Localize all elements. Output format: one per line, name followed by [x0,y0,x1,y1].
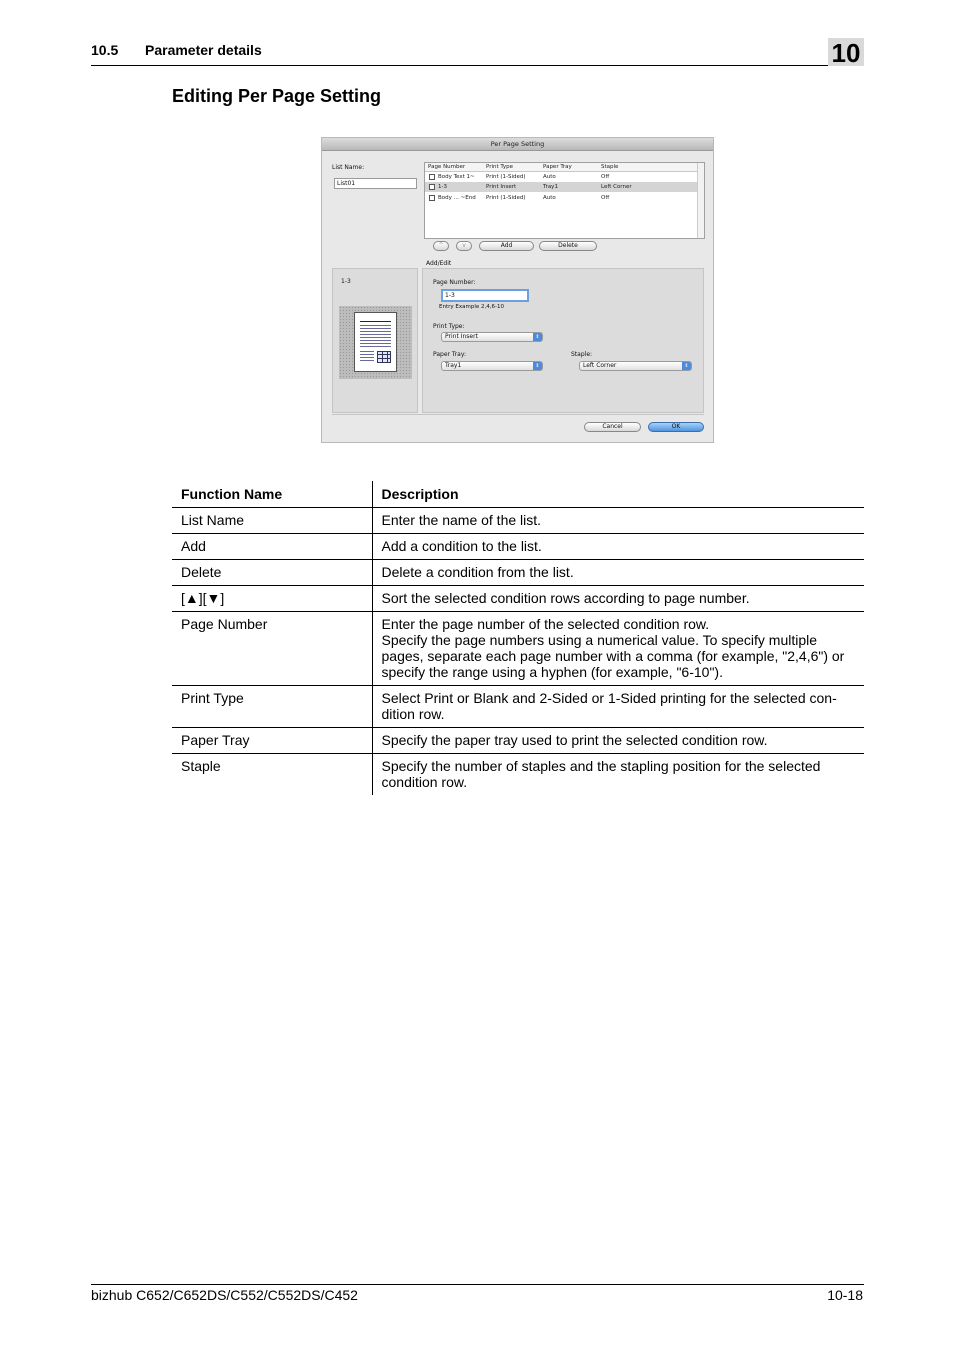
function-description: Enter the name of the list. [372,508,864,534]
list-row-selected[interactable] [425,182,704,192]
column-staple[interactable]: Staple [601,164,619,170]
dialog-separator [332,414,704,415]
function-description [372,612,864,686]
section-number: 10.5 [91,42,119,58]
header-description: Description [372,481,864,508]
list-row[interactable] [425,193,704,203]
table-row [172,728,864,754]
function-name: Paper Tray [172,728,372,754]
edit-panel [422,268,704,413]
staple-value: Left Corner [583,362,617,369]
row-print-type: Print (1-Sided) [486,174,526,180]
row-tray: Auto [543,195,556,201]
footer-model: bizhub C652/C652DS/C552/C552DS/C452 [91,1287,358,1303]
row-print-type: Print Insert [486,184,517,190]
header-rule [91,65,864,66]
page-preview-image [339,306,412,379]
table-graphic [377,351,391,363]
delete-button[interactable]: Delete [539,241,597,251]
function-name: Staple [172,754,372,796]
add-button[interactable]: Add [479,241,534,251]
column-page-number[interactable]: Page Number [428,164,466,170]
ok-button[interactable]: OK [648,422,704,432]
paper-preview [354,312,397,372]
function-description: Specify the number of staples and the stapling position for the selected condition row. [381,758,821,790]
page-icon [429,184,435,190]
row-page: Body ... ~End [438,195,476,201]
print-type-select[interactable] [441,332,543,342]
condition-list-header [425,163,704,172]
row-page: Body Text 1~ [438,174,475,180]
function-name: Page Number [172,612,372,686]
condition-list[interactable] [424,162,705,239]
description-line: Specify the page numbers using a numerical value. To specify multiple pages, separate each page number with a comma (for example, "2,4,6") or specify the range using a hyphen (for example, "6-10"). [381,632,845,680]
paper-tray-value: Tray1 [445,362,462,369]
row-print-type: Print (1-Sided) [486,195,526,201]
cancel-button[interactable]: Cancel [584,422,641,432]
table-row [172,686,864,728]
section-heading [91,42,262,58]
staple-label: Staple: [571,351,593,358]
row-page: 1-3 [438,184,447,190]
page-number-label: Page Number: [433,279,476,286]
function-name: Add [172,534,372,560]
row-staple: Off [601,195,610,201]
section-title: Parameter details [145,42,262,58]
paper-tray-label: Paper Tray: [433,351,466,358]
function-name: Print Type [172,686,372,728]
row-staple: Left Corner [601,184,632,190]
table-row [172,754,864,796]
list-scrollbar[interactable] [697,163,704,238]
row-tray: Tray1 [543,184,558,190]
footer-page-number: 10-18 [827,1287,863,1303]
print-type-value: Print Insert [445,333,478,340]
function-description: Sort the selected condition rows according to page number. [372,586,864,612]
function-description: Delete a condition from the list. [372,560,864,586]
updown-arrows-icon: ⇕ [682,362,691,370]
entry-example-text: Entry Example 2,4,6-10 [439,304,504,310]
preview-panel [332,268,418,413]
table-row [172,534,864,560]
function-name: [▲][▼] [172,586,372,612]
page-number-input[interactable]: 1-3 [441,289,529,302]
function-name: List Name [172,508,372,534]
footer-rule [91,1284,864,1285]
row-staple: Off [601,174,610,180]
preview-label: 1-3 [341,278,351,285]
table-row [172,586,864,612]
move-down-button[interactable]: v [456,241,472,251]
description-line: Enter the page number of the selected condition row. [381,616,710,632]
row-tray: Auto [543,174,556,180]
print-type-label: Print Type: [433,323,465,330]
list-row[interactable] [425,172,704,182]
table-row [172,508,864,534]
page-icon [429,195,435,201]
column-paper-tray[interactable]: Paper Tray [543,164,572,170]
staple-select[interactable] [579,361,692,371]
per-page-setting-dialog [321,137,714,443]
column-print-type[interactable]: Print Type [486,164,514,170]
list-name-label: List Name: [332,164,365,171]
list-name-input[interactable]: List01 [334,178,417,189]
header-function-name: Function Name [172,481,372,508]
function-description: Select Print or Blank and 2-Sided or 1-Sided printing for the selected con-dition row. [372,686,864,728]
table-row [172,612,864,686]
move-up-button[interactable]: ^ [433,241,449,251]
paper-tray-select[interactable] [441,361,543,371]
function-description-table [172,481,864,795]
table-row [172,560,864,586]
page-title: Editing Per Page Setting [172,86,382,106]
table-header-row [172,481,864,508]
function-description: Specify the paper tray used to print the selected condition row. [372,728,864,754]
chapter-number: 10 [828,38,864,66]
add-edit-label: Add/Edit [426,260,452,267]
updown-arrows-icon: ⇕ [533,362,542,370]
page-icon [429,174,435,180]
updown-arrows-icon: ⇕ [533,333,542,341]
function-name: Delete [172,560,372,586]
function-description: Add a condition to the list. [372,534,864,560]
dialog-title: Per Page Setting [322,138,713,151]
